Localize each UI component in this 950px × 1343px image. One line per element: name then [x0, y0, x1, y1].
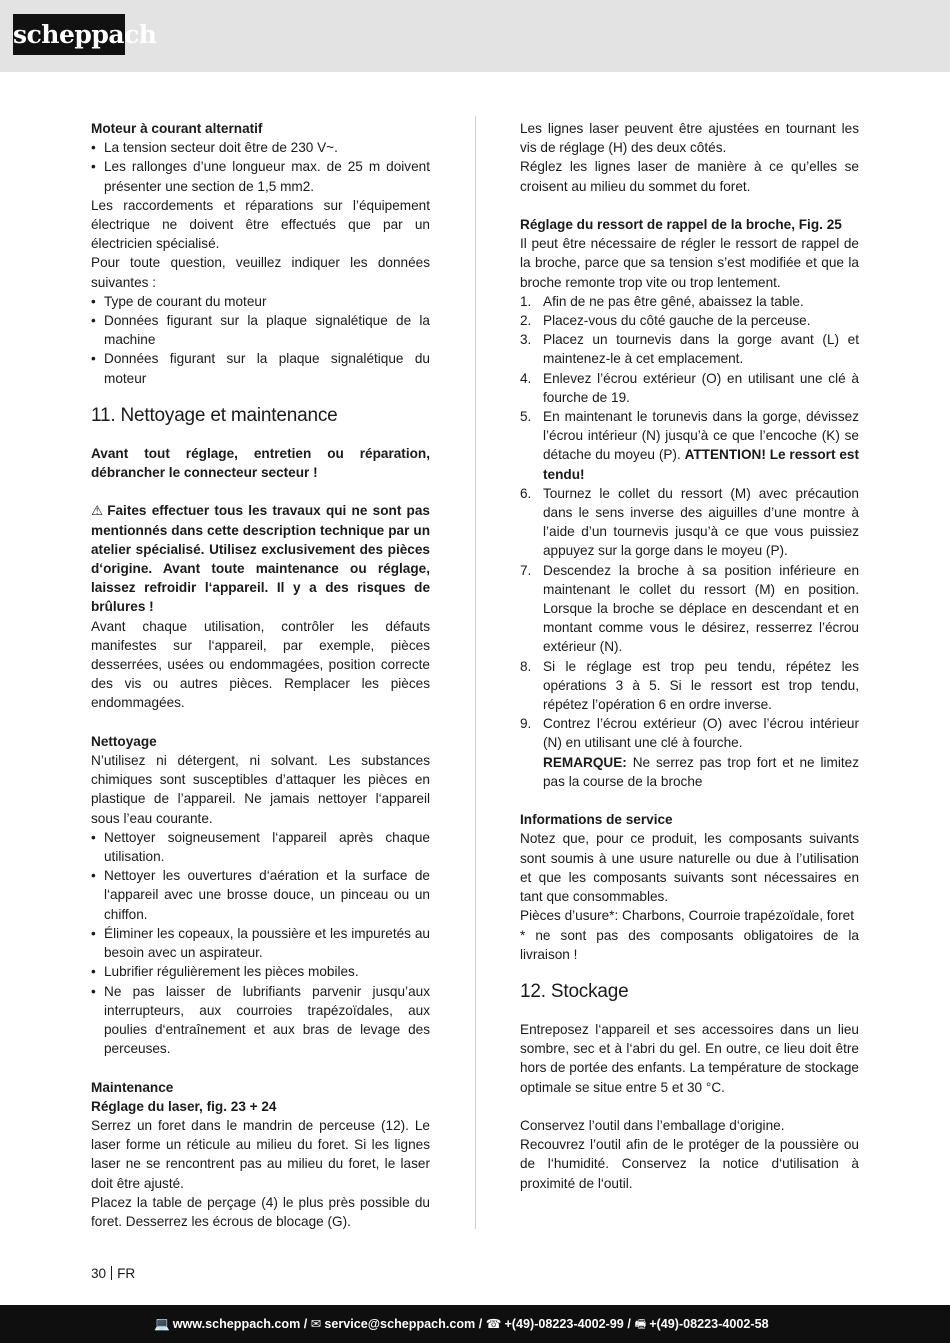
remark-text: Ne serrez pas trop fort et ne limitez pas la course de la broche [543, 754, 859, 789]
laser-paragraph: Serrez un foret dans le mandrin de perceuse (12). Le laser forme un réticule au milieu du foret. Si les lignes laser ne se rencontrent pas au milieu du foret, le laser doit être ajusté. [91, 1117, 430, 1191]
spring-heading: Réglage du ressort de rappel de la broche, Fig. 25 [520, 217, 842, 232]
list-item: • Type de courant du moteur [91, 292, 430, 311]
motor-heading: Moteur à courant alternatif [91, 121, 263, 136]
footer-email: service@scheppach.com / [324, 1317, 483, 1331]
list-item: • Données figurant sur la plaque signalétique du moteur [91, 349, 430, 387]
column-divider [475, 116, 476, 1229]
footer-fax: +(49)-08223-4002-58 [649, 1317, 769, 1331]
cleaning-heading: Nettoyage [91, 733, 157, 749]
laser-paragraph: Réglez les lignes laser de manière à ce qu’elles se croisent au milieu du sommet du foret. [520, 159, 859, 194]
list-item: • Nettoyer les ouvertures d‘aération et la surface de l‘appareil avec une brosse douce, un pinceau ou un chiffon. [91, 866, 430, 924]
list-item: 2. Placez-vous du côté gauche de la perceuse. [520, 313, 811, 329]
storage-paragraph: Recouvrez l’outil afin de le protéger de la poussière ou de l‘humidité. Conservez la notice d‘utilisation à proximité de l‘outil. [520, 1137, 859, 1191]
safety-warning-workshop [91, 501, 430, 616]
motor-paragraph: Pour toute question, veuillez indiquer les données suivantes : [91, 255, 430, 290]
maintenance-heading: Maintenance [91, 1079, 174, 1095]
motor-bullet-list [91, 138, 430, 196]
remark-label: REMARQUE: [543, 754, 627, 770]
list-item: 1. Afin de ne pas être gêné, abaissez la table. [520, 293, 804, 309]
spring-paragraph: Il peut être nécessaire de régler le ressort de rappel de la broche, parce que sa tension s’est modifiée et que la broche remonte trop vite ou trop lentement. [520, 236, 859, 290]
list-item: • Éliminer les copeaux, la poussière et les impuretés au besoin avec un aspirateur. [91, 924, 430, 962]
list-item: • Lubrifier régulièrement les pièces mobiles. [91, 962, 430, 981]
list-item: • Données figurant sur la plaque signalétique de la machine [91, 311, 430, 349]
list-item: 9. Contrez l’écrou extérieur (O) avec l’écrou intérieur (N) en utilisant une clé à fourche. REMARQUE: Ne serrez pas trop fort et ne limitez pas la course de la broche [520, 716, 859, 789]
motor-data-list [91, 292, 430, 388]
computer-icon: 💻 [154, 1317, 170, 1331]
list-item: 7. Descendez la broche à sa position inférieure en maintenant le collet du ressort (M) en position. Lorsque la broche se déplace en descendant et en montant comme vous le désirez, resserrez l’écrou extérieur (N). [520, 562, 859, 655]
list-item: 6. Tournez le collet du ressort (M) avec précaution dans le sens inverse des aiguilles d’une montre à l’aide d’un tournevis jusqu’à ce que vous puissiez appuyez sur la gorge dans le moyeu (P). [520, 485, 859, 559]
section-12-heading: 12. Stockage [520, 980, 629, 1002]
spring-steps-list [520, 292, 859, 791]
cleaning-paragraph: N’utilisez ni détergent, ni solvant. Les substances chimiques sont susceptibles d’attaquer les pièces en plastique de l’appareil. Ne jamais nettoyer l‘appareil sous l’eau courante. [91, 753, 430, 826]
list-item: 8. Si le réglage est trop peu tendu, répétez les opérations 3 à 5. Si le ressort est trop tendu, répétez l’opération 6 en ordre inverse. [520, 658, 859, 713]
page-header [0, 0, 950, 72]
attention-note: ATTENTION! Le ressort est tendu! [543, 447, 859, 482]
laser-paragraph: Les lignes laser peuvent être ajustées en tournant les vis de réglage (H) des deux côtés. [520, 121, 859, 156]
list-item: • La tension secteur doit être de 230 V~. [91, 138, 430, 157]
motor-paragraph: Les raccordements et réparations sur l’équipement électrique ne doivent être effectués que par un électricien spécialisé. [91, 197, 430, 252]
service-paragraph: Notez que, pour ce produit, les composants suivants sont soumis à une usure naturelle ou due à l’utilisation et que les composants suivants sont nécessaires en tant que consommables. [520, 831, 859, 905]
page-footer [0, 1305, 950, 1343]
inspection-paragraph: Avant chaque utilisation, contrôler les défauts manifestes sur l‘appareil, par exemple, pièces desserrées, usées ou endommagées, position correcte des vis ou autres pièces. Remplacer les pièces endommagées. [91, 618, 430, 711]
warning-text: Faites effectuer tous les travaux qui ne sont pas mentionnés dans cette description technique par un atelier spécialisé. Utilisez exclusivement des pièces d‘origine. Avant toute maintenance ou réglage, laissez refroidir l‘appareil. Il y a des risques de brûlures ! [91, 503, 430, 615]
safety-warning: Avant tout réglage, entretien ou réparation, débrancher le connecteur secteur ! [91, 445, 430, 481]
warning-triangle-icon: ⚠ [91, 503, 104, 519]
list-item: 4. Enlevez l’écrou extérieur (O) en utilisant une clé à fourche de 19. [520, 370, 859, 405]
footer-website: www.scheppach.com / [172, 1317, 308, 1331]
cleaning-bullet-list [91, 828, 430, 1058]
laser-paragraph: Placez la table de perçage (4) le plus près possible du foret. Desserrez les écrous de blocage (G). [91, 1194, 430, 1229]
left-column [91, 119, 430, 1231]
service-paragraph: * ne sont pas des composants obligatoires de la livraison ! [520, 927, 859, 962]
service-heading: Informations de service [520, 812, 673, 828]
section-11-heading: 11. Nettoyage et maintenance [91, 404, 338, 426]
list-item: • Nettoyer soigneusement l‘appareil après chaque utilisation. [91, 828, 430, 866]
right-column [520, 119, 859, 1193]
mail-icon: ✉ [310, 1317, 322, 1331]
brand-logo: scheppach [13, 14, 125, 55]
laser-heading: Réglage du laser, fig. 23 + 24 [91, 1098, 277, 1114]
service-paragraph: Pièces d’usure*: Charbons, Courroie trapézoïdale, foret [520, 908, 854, 924]
list-item: 3. Placez un tournevis dans la gorge avant (L) et maintenez-le à cet emplacement. [520, 332, 859, 367]
list-item: 5. En maintenant le torunevis dans la gorge, dévissez l’écrou intérieur (N) jusqu’à ce que l’encoche (K) se détache du moyeu (P). ATTENTION! Le ressort est tendu! [520, 409, 859, 482]
page-number: 30 FR [91, 1266, 136, 1281]
list-item: • Ne pas laisser de lubrifiants parvenir jusqu’aux interrupteurs, aux courroies trapézoïdales, aux poulies d‘entraînement et aux bras de levage des perceuses. [91, 982, 430, 1059]
storage-paragraph: Conservez l’outil dans l’emballage d‘origine. [520, 1117, 785, 1133]
footer-phone: +(49)-08223-4002-99 / [504, 1317, 631, 1331]
list-item: • Les rallonges d’une longueur max. de 25 m doivent présenter une section de 1,5 mm2. [91, 157, 430, 195]
storage-paragraph: Entreposez l‘appareil et ses accessoires dans un lieu sombre, sec et à l‘abri du gel. En outre, ce lieu doit être hors de portée des enfants. La température de stockage optimale se situe entre 5 et 30 °C. [520, 1021, 859, 1095]
fax-icon: 🖷 [634, 1317, 647, 1331]
phone-icon: ☎ [485, 1317, 502, 1331]
